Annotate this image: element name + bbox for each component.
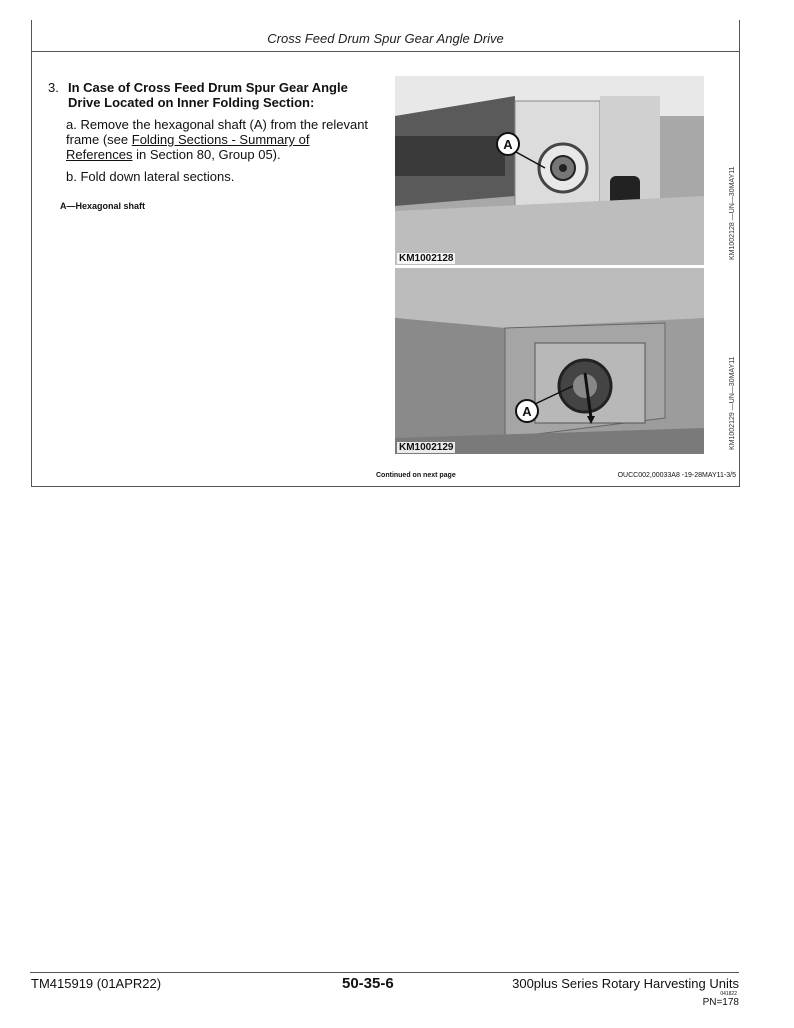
substep-b: b. Fold down lateral sections. [66,169,235,184]
section-title: Cross Feed Drum Spur Gear Angle Drive [267,31,504,46]
photo-1-side-code: KM1002128 —UN—30MAY11 [729,166,736,260]
step-number: 3. [48,80,59,95]
footer-pn: PN=178 [702,997,739,1008]
photo-2-side-code: KM1002129 —UN—30MAY11 [729,356,736,450]
figure-photo-1 [395,76,704,265]
photo-2-callout-a: A [522,404,532,419]
content-frame [31,20,740,487]
substep-a-prefix: a. Remove the hexagonal shaft (A) from the relevant frame (see [66,117,369,147]
photo-2-label: KM1002129 [399,442,454,453]
photo-1-label: KM1002128 [399,253,454,264]
photo-1-callout-a: A [503,137,513,152]
reference-code: OUCC002,00033A8 -19-28MAY11-3/5 [617,472,736,479]
continued-notice: Continued on next page [376,472,456,479]
photo-2-illustration [395,268,704,454]
header-rule [32,51,739,52]
substep-a [66,117,376,162]
photo-1-illustration [395,76,704,265]
footer-page-number: 50-35-6 [342,975,394,992]
step-title: In Case of Cross Feed Drum Spur Gear Angle Drive Located on Inner Folding Section: [68,80,348,110]
folding-sections-link[interactable]: Folding Sections - Summary of References [66,132,310,162]
footer-manual-title: 300plus Series Rotary Harvesting Units [512,976,739,991]
footer-date-code: 041822 [720,991,737,997]
figure-photo-2 [395,268,704,454]
footer-doc-id: TM415919 (01APR22) [31,976,162,991]
footer-rule [30,972,739,973]
substep-a-suffix: in Section 80, Group 05). [132,147,281,162]
legend: A—Hexagonal shaft [60,201,146,211]
